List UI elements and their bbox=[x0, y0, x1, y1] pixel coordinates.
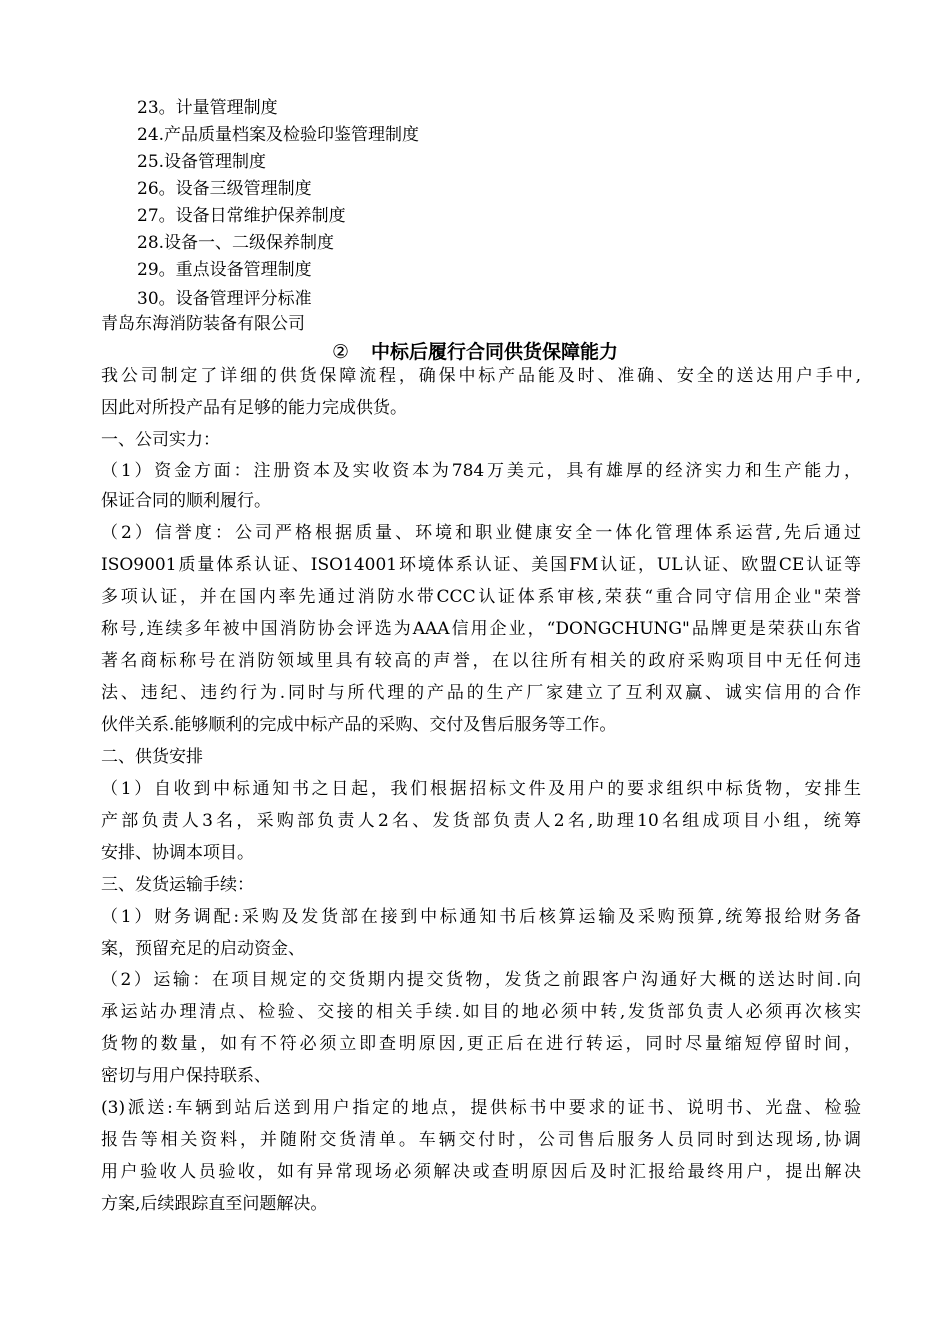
list-item: 29。重点设备管理制度 bbox=[137, 260, 312, 280]
paragraph-line: 案，预留充足的启动资金、 bbox=[101, 939, 305, 959]
paragraph-line: 承运站办理清点、检验、交接的相关手续.如目的地必须中转,发货部负责人必须再次核实 bbox=[101, 1002, 861, 1022]
paragraph-line: 产部负责人3名，采购部负责人2名、发货部负责人2名,助理10名组成项目小组，统筹 bbox=[101, 811, 861, 831]
paragraph-line: 方案,后续跟踪直至问题解决。 bbox=[101, 1194, 328, 1214]
paragraph-line: 多项认证，并在国内率先通过消防水带CCC认证体系审核,荣获“重合同守信用企业"荣誉 bbox=[101, 587, 861, 607]
paragraph-line: 伙伴关系.能够顺利的完成中标产品的采购、交付及售后服务等工作。 bbox=[101, 715, 617, 735]
paragraph-line: 我公司制定了详细的供货保障流程，确保中标产品能及时、准确、安全的送达用户手中, bbox=[101, 366, 861, 386]
company-name: 青岛东海消防装备有限公司 bbox=[101, 314, 305, 334]
list-item: 24.产品质量档案及检验印鉴管理制度 bbox=[137, 125, 420, 145]
list-item: 28.设备一、二级保养制度 bbox=[137, 233, 335, 253]
list-item: 26。设备三级管理制度 bbox=[137, 179, 312, 199]
paragraph-line: （2）运输：在项目规定的交货期内提交货物，发货之前跟客户沟通好大概的送达时间.向 bbox=[101, 970, 861, 990]
paragraph-line: （1）自收到中标通知书之日起，我们根据招标文件及用户的要求组织中标货物，安排生 bbox=[101, 779, 861, 799]
paragraph-line: ISO9001质量体系认证、ISO14001环境体系认证、美国FM认证，UL认证、欧盟CE认证等 bbox=[101, 555, 861, 575]
section-number: ② bbox=[331, 341, 350, 363]
paragraph-line: (3)派送:车辆到站后送到用户指定的地点，提供标书中要求的证书、说明书、光盘、检验 bbox=[101, 1098, 861, 1118]
paragraph-line: 因此对所投产品有足够的能力完成供货。 bbox=[101, 398, 407, 418]
section-title: 中标后履行合同供货保障能力 bbox=[371, 341, 619, 363]
paragraph-line: 法、违纪、违约行为.同时与所代理的产品的生产厂家建立了互利双赢、诚实信用的合作 bbox=[101, 683, 861, 703]
paragraph-line: （1）资金方面：注册资本及实收资本为784万美元，具有雄厚的经济实力和生产能力， bbox=[101, 461, 861, 481]
paragraph-line: （1）财务调配:采购及发货部在接到中标通知书后核算运输及采购预算,统筹报给财务备 bbox=[101, 907, 861, 927]
paragraph-line: 安排、协调本项目。 bbox=[101, 843, 254, 863]
paragraph-line: 称号,连续多年被中国消防协会评选为AAA信用企业，“DONGCHUNG"品牌更是荣获山东省 bbox=[101, 619, 861, 639]
section-heading bbox=[0, 340, 950, 364]
list-item: 23。计量管理制度 bbox=[137, 98, 278, 118]
list-item: 27。设备日常维护保养制度 bbox=[137, 206, 346, 226]
paragraph-line: （2）信誉度：公司严格根据质量、环境和职业健康安全一体化管理体系运营,先后通过 bbox=[101, 523, 861, 543]
paragraph-line: 用户验收人员验收，如有异常现场必须解决或查明原因后及时汇报给最终用户，提出解决 bbox=[101, 1162, 861, 1182]
paragraph-line: 著名商标称号在消防领域里具有较高的声誉，在以往所有相关的政府采购项目中无任何违 bbox=[101, 651, 861, 671]
paragraph-line: 三、发货运输手续： bbox=[101, 875, 254, 895]
list-item: 25.设备管理制度 bbox=[137, 152, 267, 172]
paragraph-line: 报告等相关资料，并随附交货清单。车辆交付时，公司售后服务人员同时到达现场,协调 bbox=[101, 1130, 861, 1150]
paragraph-line: 保证合同的顺利履行。 bbox=[101, 491, 271, 511]
paragraph-line: 一、公司实力： bbox=[101, 430, 220, 450]
paragraph-line: 货物的数量，如有不符必须立即查明原因,更正后在进行转运，同时尽量缩短停留时间， bbox=[101, 1034, 861, 1054]
paragraph-line: 二、供货安排 bbox=[101, 747, 203, 767]
paragraph-line: 密切与用户保持联系、 bbox=[101, 1066, 271, 1086]
list-item: 30。设备管理评分标准 bbox=[137, 289, 312, 309]
